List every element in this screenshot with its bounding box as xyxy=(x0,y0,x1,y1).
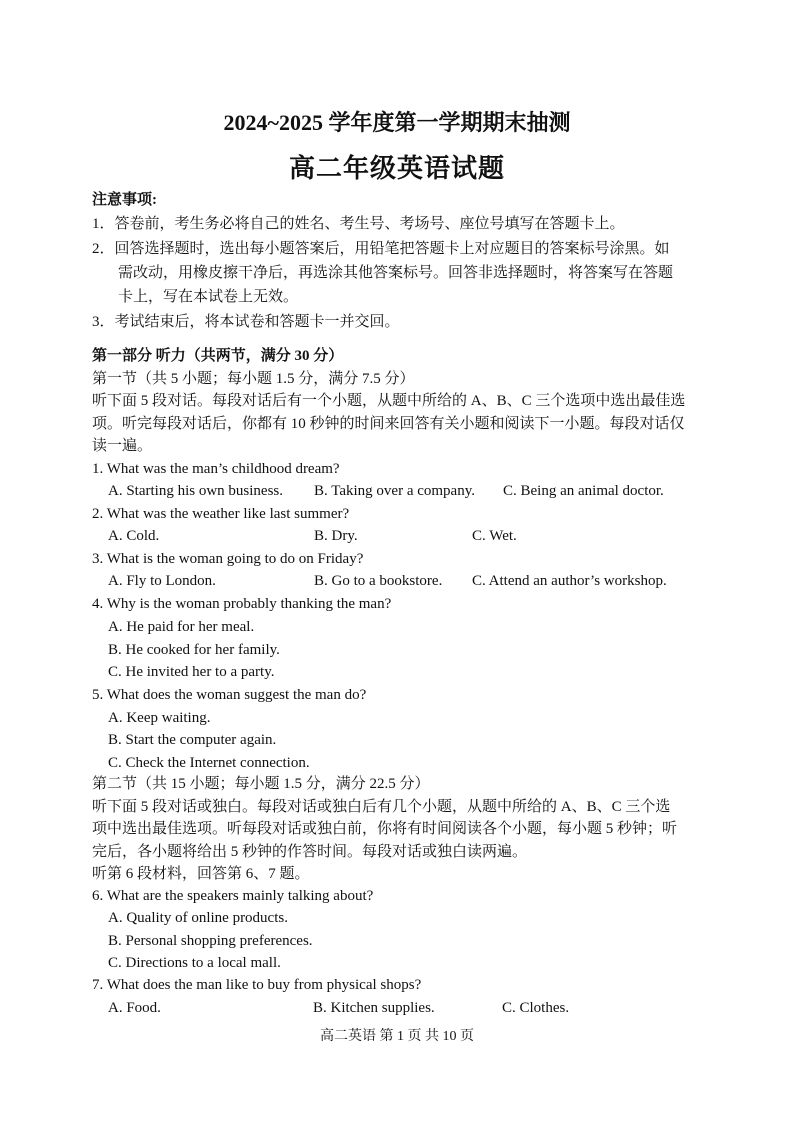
exam-title: 高二年级英语试题 xyxy=(288,154,505,183)
question-5-option-c: C. Check the Internet connection. xyxy=(108,755,310,771)
question-6-option-b: B. Personal shopping preferences. xyxy=(108,933,313,949)
notice-item-3: 3．考试结束后，将本试卷和答题卡一并交回。 xyxy=(92,314,400,330)
notice-heading: 注意事项: xyxy=(92,192,157,208)
part1-heading: 第一部分 听力（共两节，满分 30 分） xyxy=(92,348,344,364)
material-6-intro: 听第 6 段材料，回答第 6、7 题。 xyxy=(92,866,310,882)
section2-instructions-3: 完后，各小题将给出 5 秒钟的作答时间。每段对话或独白读两遍。 xyxy=(92,844,528,860)
question-3-option-a: A. Fly to London. xyxy=(108,573,216,589)
question-1-stem: 1. What was the man’s childhood dream? xyxy=(92,461,340,477)
question-7-option-a: A. Food. xyxy=(108,1000,161,1016)
notice-item-2-line-3: 卡上，写在本试卷上无效。 xyxy=(118,289,299,305)
section1-heading: 第一节（共 5 小题；每小题 1.5 分，满分 7.5 分） xyxy=(92,371,415,387)
year-title: 2024~2025 学年度第一学期期末抽测 xyxy=(223,110,571,135)
page-footer: 高二英语 第 1 页 共 10 页 xyxy=(320,1029,474,1044)
section2-instructions-2: 项中选出最佳选项。听每段对话或独白前，你将有时间阅读各个小题，每小题 5 秒钟；听 xyxy=(92,821,678,837)
question-6-stem: 6. What are the speakers mainly talking about? xyxy=(92,888,374,904)
section2-instructions-1: 听下面 5 段对话或独白。每段对话或独白后有几个小题，从题中所给的 A、B、C 三个选 xyxy=(92,799,671,815)
question-6-option-a: A. Quality of online products. xyxy=(108,910,288,926)
question-7-stem: 7. What does the man like to buy from physical shops? xyxy=(92,977,422,993)
question-3-stem: 3. What is the woman going to do on Friday? xyxy=(92,551,364,567)
question-7-option-b: B. Kitchen supplies. xyxy=(313,1000,435,1016)
question-7-option-c: C. Clothes. xyxy=(502,1000,570,1016)
question-4-option-b: B. He cooked for her family. xyxy=(108,642,280,658)
notice-item-2-line-1: 2．回答选择题时，选出每小题答案后，用铅笔把答题卡上对应题目的答案标号涂黑。如 xyxy=(92,241,670,257)
section2-heading: 第二节（共 15 小题；每小题 1.5 分，满分 22.5 分） xyxy=(92,776,430,792)
question-4-option-c: C. He invited her to a party. xyxy=(108,664,275,680)
question-2-stem: 2. What was the weather like last summer? xyxy=(92,506,350,522)
question-2-option-b: B. Dry. xyxy=(314,528,358,544)
question-4-stem: 4. Why is the woman probably thanking the man? xyxy=(92,596,392,612)
question-1-option-c: C. Being an animal doctor. xyxy=(503,483,664,499)
question-5-option-b: B. Start the computer again. xyxy=(108,732,277,748)
question-5-option-a: A. Keep waiting. xyxy=(108,710,211,726)
question-1-option-a: A. Starting his own business. xyxy=(108,483,284,499)
notice-item-1: 1．答卷前，考生务必将自己的姓名、考生号、考场号、座位号填写在答题卡上。 xyxy=(92,216,625,232)
question-6-option-c: C. Directions to a local mall. xyxy=(108,955,281,971)
section1-instructions-3: 读一遍。 xyxy=(92,438,153,454)
question-3-option-c: C. Attend an author’s workshop. xyxy=(472,573,667,589)
question-5-stem: 5. What does the woman suggest the man do? xyxy=(92,687,367,703)
section1-instructions-1: 听下面 5 段对话。每段对话后有一个小题，从题中所给的 A、B、C 三个选项中选出最佳选 xyxy=(92,393,686,409)
question-1-option-b: B. Taking over a company. xyxy=(314,483,475,499)
question-2-option-c: C. Wet. xyxy=(472,528,517,544)
question-2-option-a: A. Cold. xyxy=(108,528,160,544)
section1-instructions-2: 项。听完每段对话后，你都有 10 秒钟的时间来回答有关小题和阅读下一小题。每段对话仅 xyxy=(92,416,685,432)
question-3-option-b: B. Go to a bookstore. xyxy=(314,573,443,589)
question-4-option-a: A. He paid for her meal. xyxy=(108,619,255,635)
notice-item-2-line-2: 需改动，用橡皮擦干净后，再选涂其他答案标号。回答非选择题时，将答案写在答题 xyxy=(118,265,674,281)
